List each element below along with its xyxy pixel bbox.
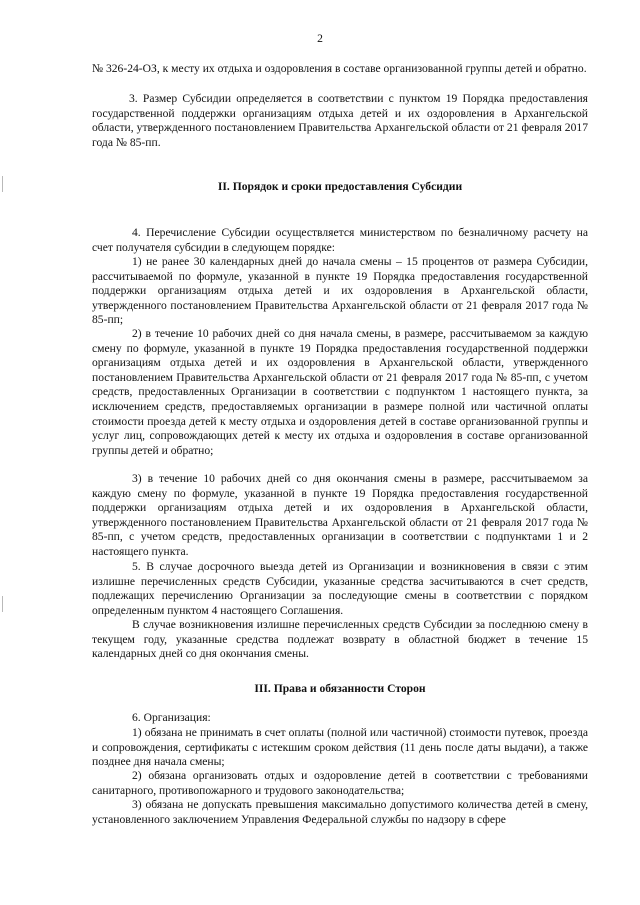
paragraph-6-item-1: 1) обязана не принимать в счет оплаты (полной или частичной) стоимости путевок, проезда и сопровождения, сертификаты с истекшим сроком действия (11 день после даты выдачи), а также позднее дня начала смены;	[92, 726, 588, 769]
scan-margin-mark	[2, 596, 9, 612]
paragraph-6-item-2: 2) обязана организовать отдых и оздоровление детей в соответствии с требованиями санитарного, противопожарного и трудового законодательства;	[92, 769, 588, 797]
section-heading-3: III. Права и обязанности Сторон	[254, 682, 426, 695]
paragraph-4-item-2: 2) в течение 10 рабочих дней со дня начала смены, в размере, рассчитываемом за каждую смену по формуле, указанной в пункте 19 Порядка предоставления государственной поддержки организациям отдыха детей и их оздоровления в Архангельской области, утвержденного постановлением Правительства Архангельской области от 21 февраля 2017 года № 85-пп, с учетом средств, предоставленных Организации в соответствии с подпунктом 1 настоящего пункта, за исключением средств, предоставляемых организации в размере полной или частичной оплаты стоимости проезда детей к месту отдыха и оздоровления детей в составе организованной группы и услуг лиц, сопровождающих детей к месту их отдыха и оздоровления в составе организованной группы детей и обратно;	[92, 327, 588, 457]
section-heading-2: II. Порядок и сроки предоставления Субсидии	[217, 180, 463, 193]
paragraph-6-item-3: 3) обязана не допускать превышения максимально допустимого количества детей в смену, установленного заключением Управления Федеральной службы по надзору в сфере	[92, 798, 588, 826]
scan-margin-mark	[2, 176, 9, 192]
paragraph-continuation: № 326-24-ОЗ, к месту их отдыха и оздоровления в составе организованной группы детей и обратно.	[92, 62, 587, 75]
paragraph-5: 5. В случае досрочного выезда детей из Организации и возникновения в связи с этим излишне перечисленных средств Субсидии, указанные средства засчитываются в счет средств, подлежащих перечислению Организации за последующие смены в соответствии с порядком определенным пунктом 4 настоящего Соглашения.	[92, 560, 588, 617]
paragraph-4-item-1: 1) не ранее 30 календарных дней до начала смены – 15 процентов от размера Субсидии, рассчитываемой по формуле, указанной в пункте 19 Порядка предоставления государственной поддержки организациям отдыха детей и их оздоровления в Архангельской области, утвержденного постановлением Правительства Архангельской области от 21 февраля 2017 года № 85-пп;	[92, 255, 588, 327]
paragraph-4: 4. Перечисление Субсидии осуществляется министерством по безналичному расчету на счет получателя субсидии в следующем порядке:	[92, 226, 588, 254]
paragraph-6: 6. Организация:	[132, 711, 211, 724]
paragraph-4-item-3: 3) в течение 10 рабочих дней со дня окончания смены в размере, рассчитываемом за каждую смену по формуле, указанной в пункте 19 Порядка предоставления государственной поддержки организациям отдыха детей и их оздоровления в Архангельской области, утвержденного постановлением Правительства Архангельской области от 21 февраля 2017 года № 85-пп, с учетом средств, предоставленных организации в соответствии с подпунктами 1 и 2 настоящего пункта.	[92, 472, 588, 558]
page-number: 2	[317, 32, 323, 45]
paragraph-3: 3. Размер Субсидии определяется в соответствии с пунктом 19 Порядка предоставления государственной поддержки организациям отдыха детей и их оздоровления в Архангельской области, утвержденного постановлением Правительства Архангельской области от 21 февраля 2017 года № 85-пп.	[92, 92, 588, 149]
paragraph-5-continuation: В случае возникновения излишне перечисленных средств Субсидии за последнюю смену в текущем году, указанные средства подлежат возврату в областной бюджет в течение 15 календарных дней со дня окончания смены.	[92, 618, 588, 661]
